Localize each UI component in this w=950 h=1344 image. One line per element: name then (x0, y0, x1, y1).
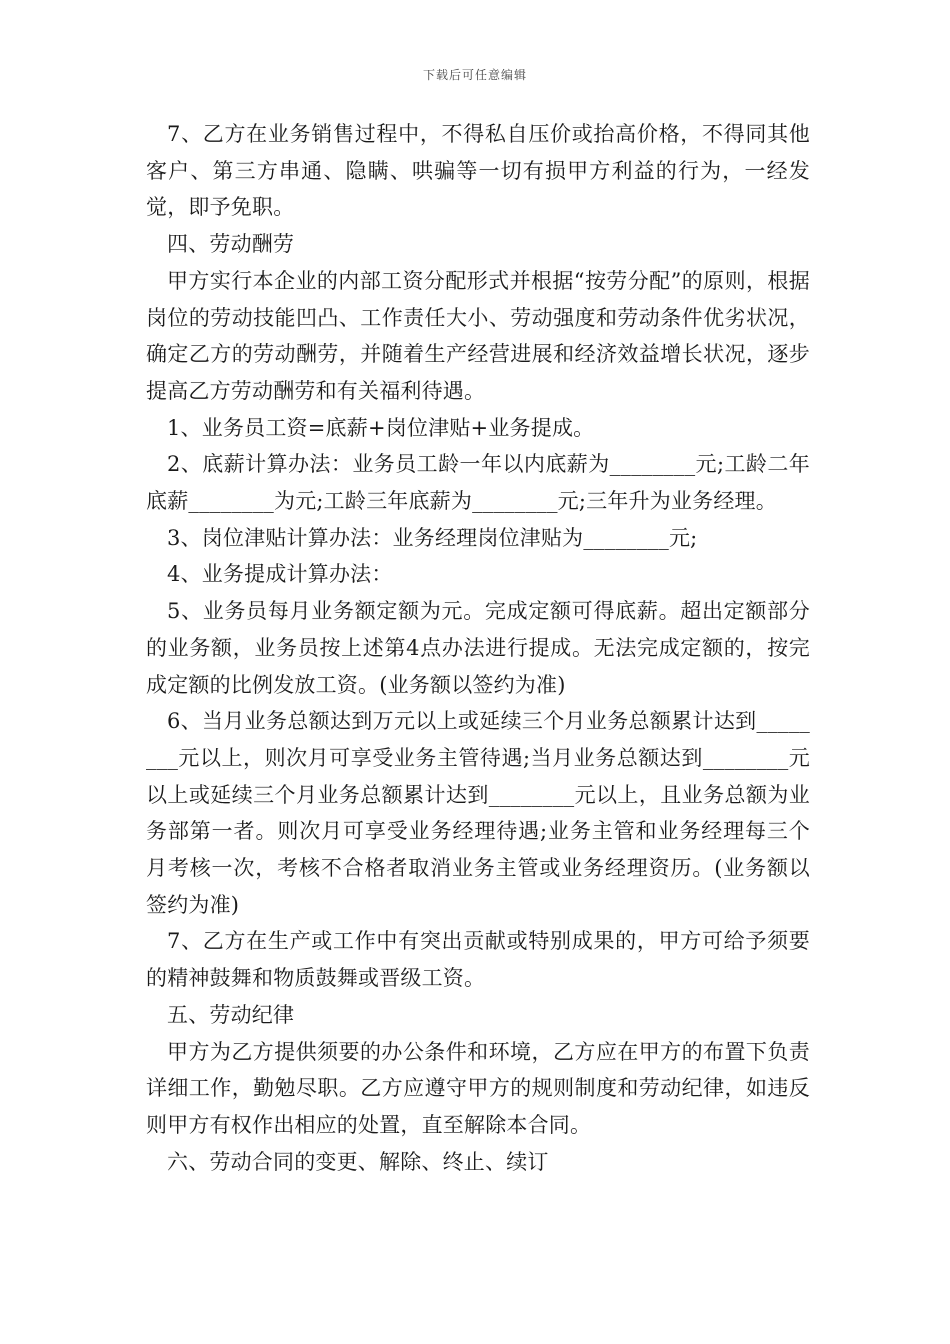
clause-2-base-salary: 2、底薪计算办法：业务员工龄一年以内底薪为________元;工龄二年底薪________为元;工龄三年底薪为________元;三年升为业务经理。 (146, 452, 810, 514)
remuneration-intro: 甲方实行本企业的内部工资分配形式并根据“按劳分配”的原则，根据岗位的劳动技能凹凸、工作责任大小、劳动强度和劳动条件优劣状况，确定乙方的劳动酬劳，并随着生产经营进展和经济效益增长状况，逐步提高乙方劳动酬劳和有关福利待遇。 (146, 268, 810, 403)
document-body (146, 116, 810, 1180)
clause-4-commission: 4、业务提成计算办法： (167, 562, 393, 587)
clause-3-post-allowance: 3、岗位津贴计算办法：业务经理岗位津贴为________元; (167, 525, 698, 550)
section-heading-discipline: 五、劳动纪律 (167, 1002, 295, 1027)
discipline-text: 甲方为乙方提供须要的办公条件和环境，乙方应在甲方的布置下负责详细工作，勤勉尽职。乙方应遵守甲方的规则制度和劳动纪律，如违反则甲方有权作出相应的处置，直至解除本合同。 (146, 1039, 810, 1137)
header-note: 下载后可任意编辑 (422, 68, 527, 82)
section-heading-contract-changes: 六、劳动合同的变更、解除、终止、续订 (167, 1149, 549, 1174)
clause-7-rewards: 7、乙方在生产或工作中有突出贡献或特别成果的，甲方可给予须要的精神鼓舞和物质鼓舞或晋级工资。 (146, 929, 810, 991)
section-heading-remuneration: 四、劳动酬劳 (167, 232, 295, 257)
clause-7-sales-conduct: 7、乙方在业务销售过程中，不得私自压价或抬高价格，不得同其他客户、第三方串通、隐瞒、哄骗等一切有损甲方利益的行为，一经发觉，即予免职。 (146, 122, 810, 220)
clause-1-salary-formula: 1、业务员工资=底薪+岗位津贴+业务提成。 (167, 415, 595, 440)
clause-5-quota: 5、业务员每月业务额定额为元。完成定额可得底薪。超出定额部分的业务额，业务员按上述第4点办法进行提成。无法完成定额的，按完成定额的比例发放工资。(业务额以签约为准) (146, 599, 810, 697)
clause-6-promotion: 6、当月业务总额达到万元以上或延续三个月业务总额累计达到________元以上，则次月可享受业务主管待遇;当月业务总额达到________元以上或延续三个月业务总额累计达到________元以上，且业务总额为业务部第一者。则次月可享受业务经理待遇;业务主管和业务经理每三个月考核一次，考核不合格者取消业务主管或业务经理资历。(业务额以签约为准) (146, 709, 810, 917)
